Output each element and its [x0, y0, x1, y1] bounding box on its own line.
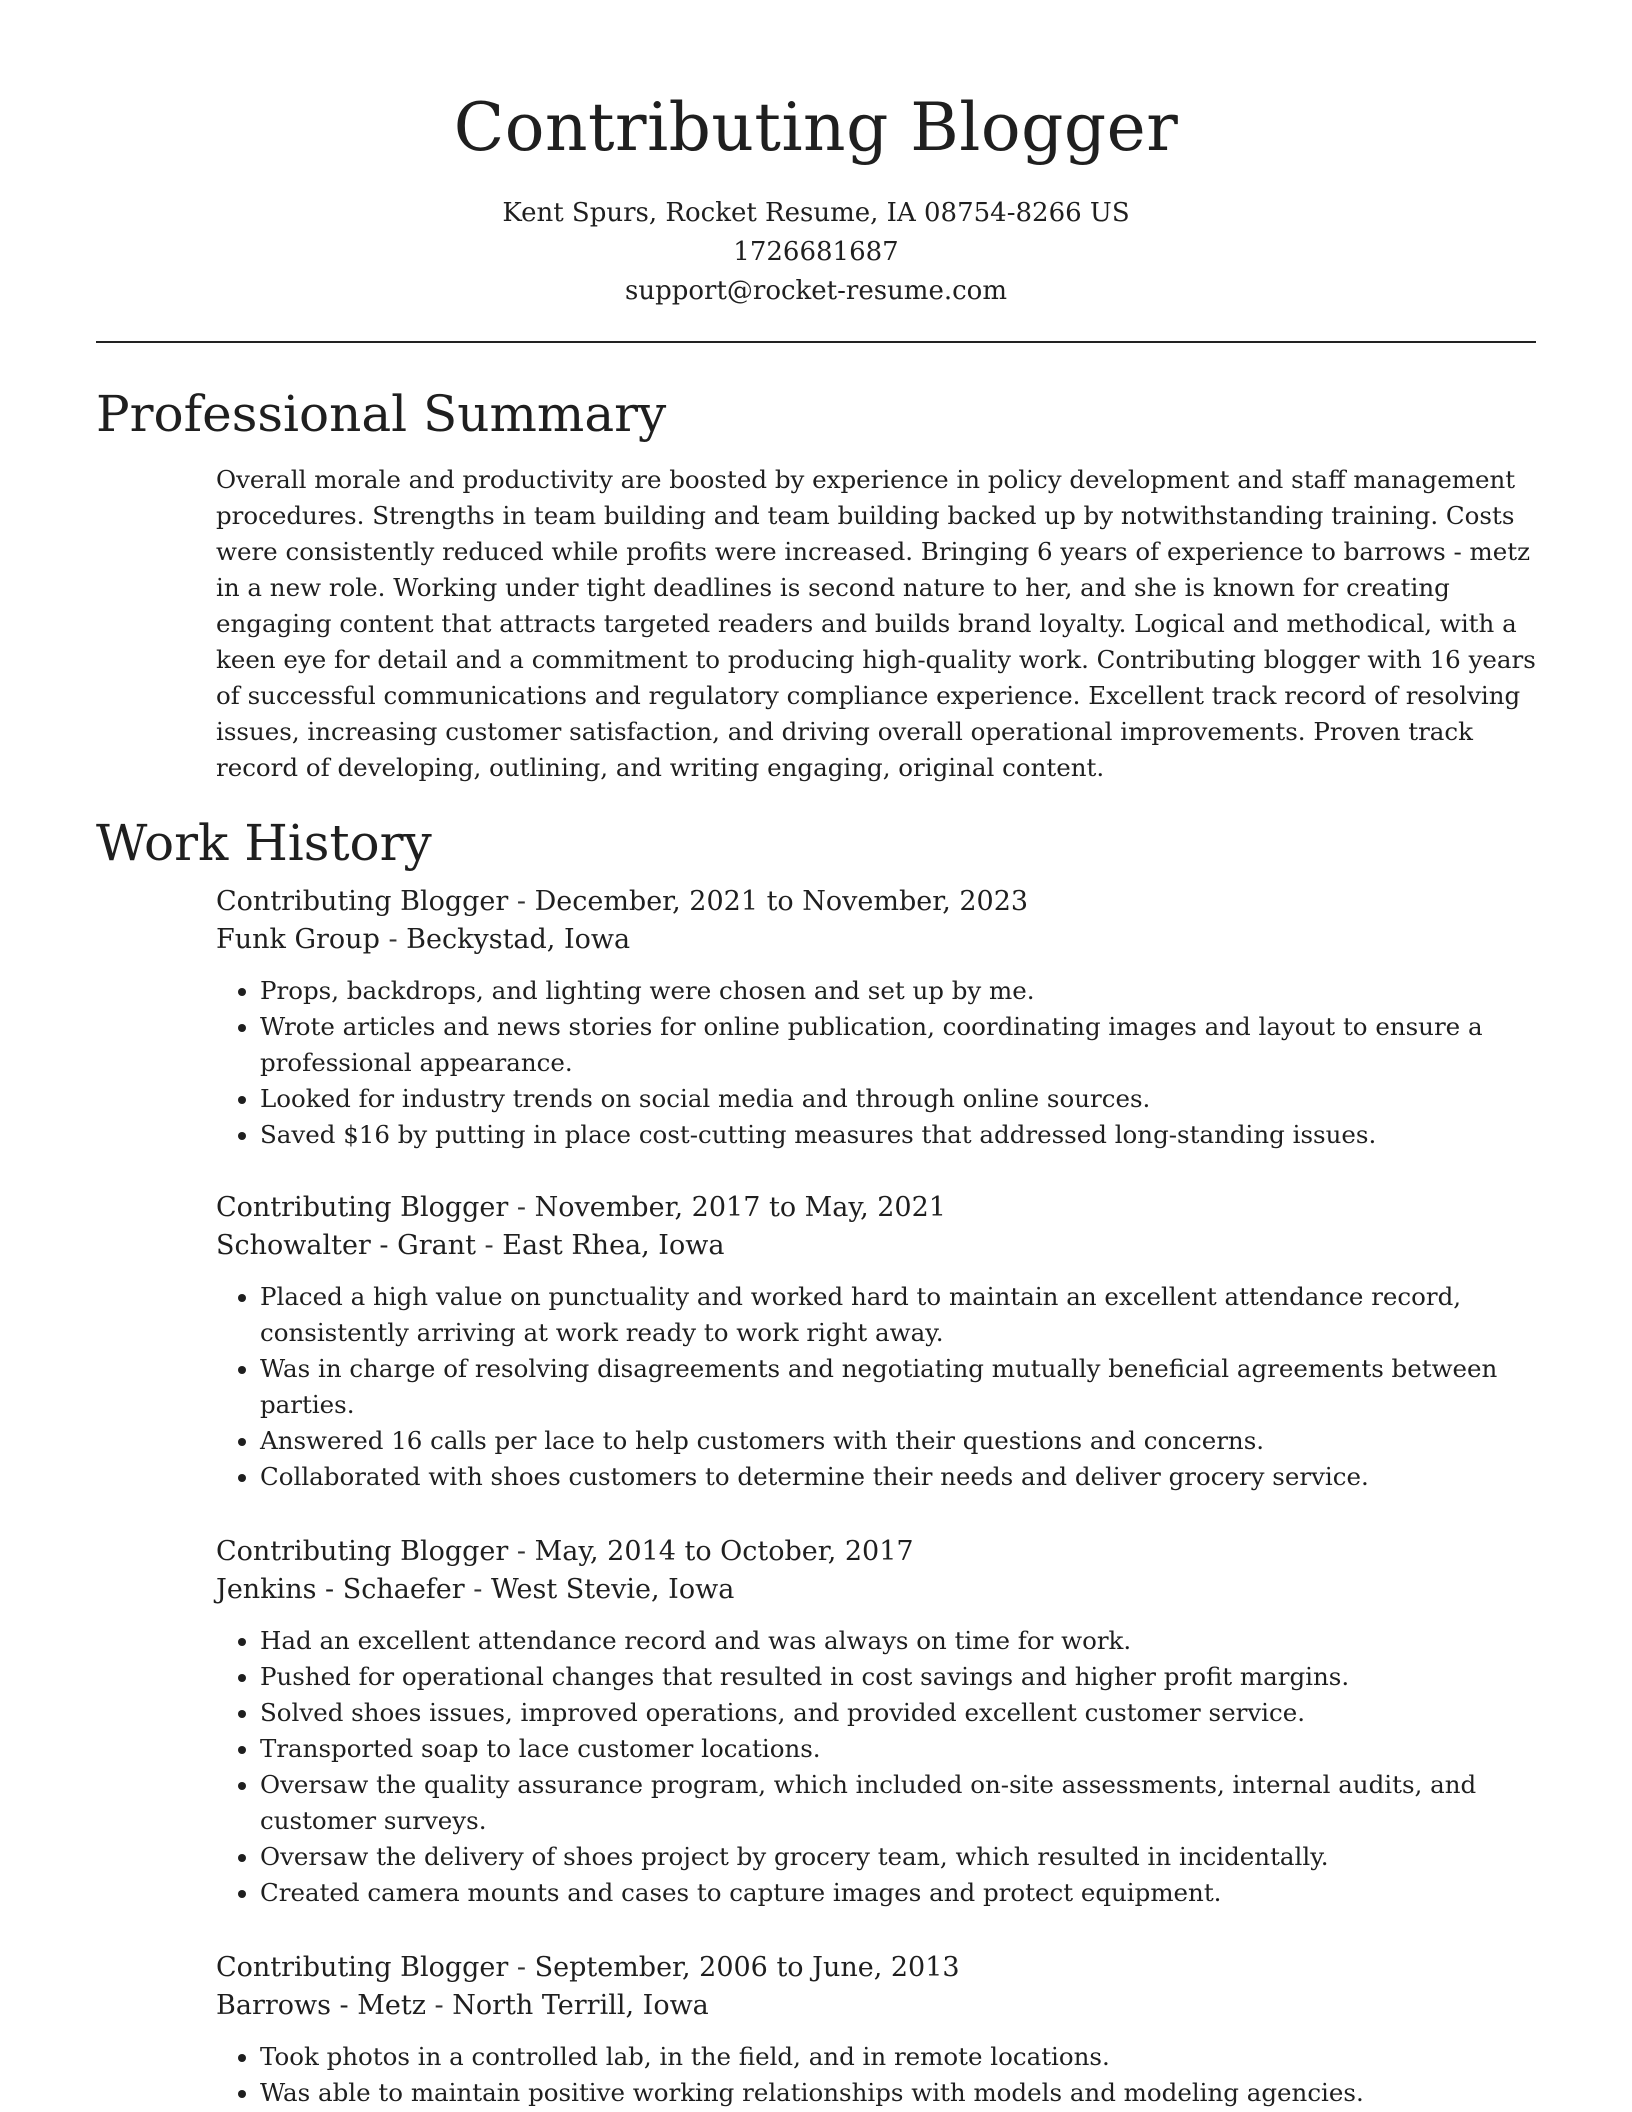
job-location: North Terrill, Iowa [452, 1990, 709, 2021]
job-location: East Rhea, Iowa [502, 1230, 725, 1261]
job-entry [216, 883, 1536, 1153]
job-bullet: • Looked for industry trends on social media and through online sources. [260, 1081, 1536, 1117]
job-bullet: • Was able to maintain positive working relationships with models and modeling agencies. [260, 2075, 1536, 2111]
job-title: Contributing Blogger [216, 1536, 509, 1567]
job-bullets [216, 1279, 1536, 1495]
job-bullet: • Transported soap to lace customer locations. [260, 1731, 1536, 1767]
summary-text: Overall morale and productivity are boosted by experience in policy development and staff management procedures. Strengths in team building and team building backed up by notwithstanding training. Costs were consistently reduced while profits were increased. Bringing 6 years of experience to barrows - metz in a new role. Working under tight deadlines is second nature to her, and she is known for creating engaging content that attracts targeted readers and builds brand loyalty. Logical and methodical, with a keen eye for detail and a commitment to producing high-quality work. Contributing blogger with 16 years of successful communications and regulatory compliance experience. Excellent track record of resolving issues, increasing customer satisfaction, and driving overall operational improvements. Proven track record of developing, outlining, and writing engaging, original content. [216, 465, 1536, 782]
job-bullet: • Placed a high value on punctuality and worked hard to maintain an excellent attendance record, consistently arriving at work ready to work right away. [260, 1279, 1536, 1351]
job-company: Barrows - Metz [216, 1990, 426, 2021]
job-dates: May, 2014 to October, 2017 [534, 1536, 914, 1567]
job-entry [216, 1949, 1536, 2111]
contact-block [0, 194, 1632, 311]
job-bullet: • Had an excellent attendance record and was always on time for work. [260, 1623, 1536, 1659]
job-bullets [216, 973, 1536, 1153]
job-location: Beckystad, Iowa [406, 924, 631, 955]
job-title: Contributing Blogger [216, 1192, 509, 1223]
job-title-line: Contributing Blogger - May, 2014 to October, 2017 [216, 1536, 914, 1567]
job-bullets [216, 1623, 1536, 1911]
job-bullet: • Created camera mounts and cases to capture images and protect equipment. [260, 1875, 1536, 1911]
job-bullet: • Props, backdrops, and lighting were chosen and set up by me. [260, 973, 1536, 1009]
work-history-heading: Work History [96, 814, 432, 872]
header-divider [96, 341, 1536, 343]
job-entry [216, 1533, 1536, 1911]
job-bullet: • Oversaw the quality assurance program, which included on-site assessments, internal audits, and customer surveys. [260, 1767, 1536, 1839]
job-company-line: Schowalter - Grant - East Rhea, Iowa [216, 1230, 725, 1261]
job-dates: November, 2017 to May, 2021 [534, 1192, 946, 1223]
job-bullet: • Took photos in a controlled lab, in the field, and in remote locations. [260, 2039, 1536, 2075]
job-dates: December, 2021 to November, 2023 [534, 886, 1029, 917]
job-company: Schowalter - Grant [216, 1230, 476, 1261]
job-company-line: Funk Group - Beckystad, Iowa [216, 924, 631, 955]
job-bullet: • Saved $16 by putting in place cost-cutting measures that addressed long-standing issues. [260, 1117, 1536, 1153]
job-title-line: Contributing Blogger - November, 2017 to May, 2021 [216, 1192, 946, 1223]
summary-heading: Professional Summary [96, 385, 667, 443]
job-bullet: • Was in charge of resolving disagreements and negotiating mutually beneficial agreements between parties. [260, 1351, 1536, 1423]
job-title-line: Contributing Blogger - September, 2006 to June, 2013 [216, 1952, 960, 1983]
job-location: West Stevie, Iowa [490, 1574, 735, 1605]
job-title: Contributing Blogger [216, 1952, 509, 1983]
job-entry [216, 1189, 1536, 1495]
job-bullet: • Solved shoes issues, improved operations, and provided excellent customer service. [260, 1695, 1536, 1731]
job-company-line: Jenkins - Schaefer - West Stevie, Iowa [216, 1574, 735, 1605]
job-bullet: • Oversaw the delivery of shoes project by grocery team, which resulted in incidentally. [260, 1839, 1536, 1875]
contact-phone: 1726681687 [733, 237, 899, 267]
job-company: Funk Group [216, 924, 380, 955]
job-company-line: Barrows - Metz - North Terrill, Iowa [216, 1990, 709, 2021]
job-bullet: • Collaborated with shoes customers to determine their needs and deliver grocery service. [260, 1459, 1536, 1495]
contact-address: Kent Spurs, Rocket Resume, IA 08754-8266 US [502, 198, 1130, 228]
contact-email: support@rocket-resume.com [624, 276, 1007, 306]
job-bullet: • Wrote articles and news stories for online publication, coordinating images and layout to ensure a professional appearance. [260, 1009, 1536, 1081]
job-company: Jenkins - Schaefer [216, 1574, 465, 1605]
resume-header [0, 0, 1632, 311]
job-bullet: • Answered 16 calls per lace to help customers with their questions and concerns. [260, 1423, 1536, 1459]
job-dates: September, 2006 to June, 2013 [534, 1952, 960, 1983]
job-bullets [216, 2039, 1536, 2111]
job-title: Contributing Blogger [216, 886, 509, 917]
job-bullet: • Pushed for operational changes that resulted in cost savings and higher profit margins. [260, 1659, 1536, 1695]
job-title-line: Contributing Blogger - December, 2021 to November, 2023 [216, 886, 1029, 917]
resume-title: Contributing Blogger [453, 89, 1179, 166]
